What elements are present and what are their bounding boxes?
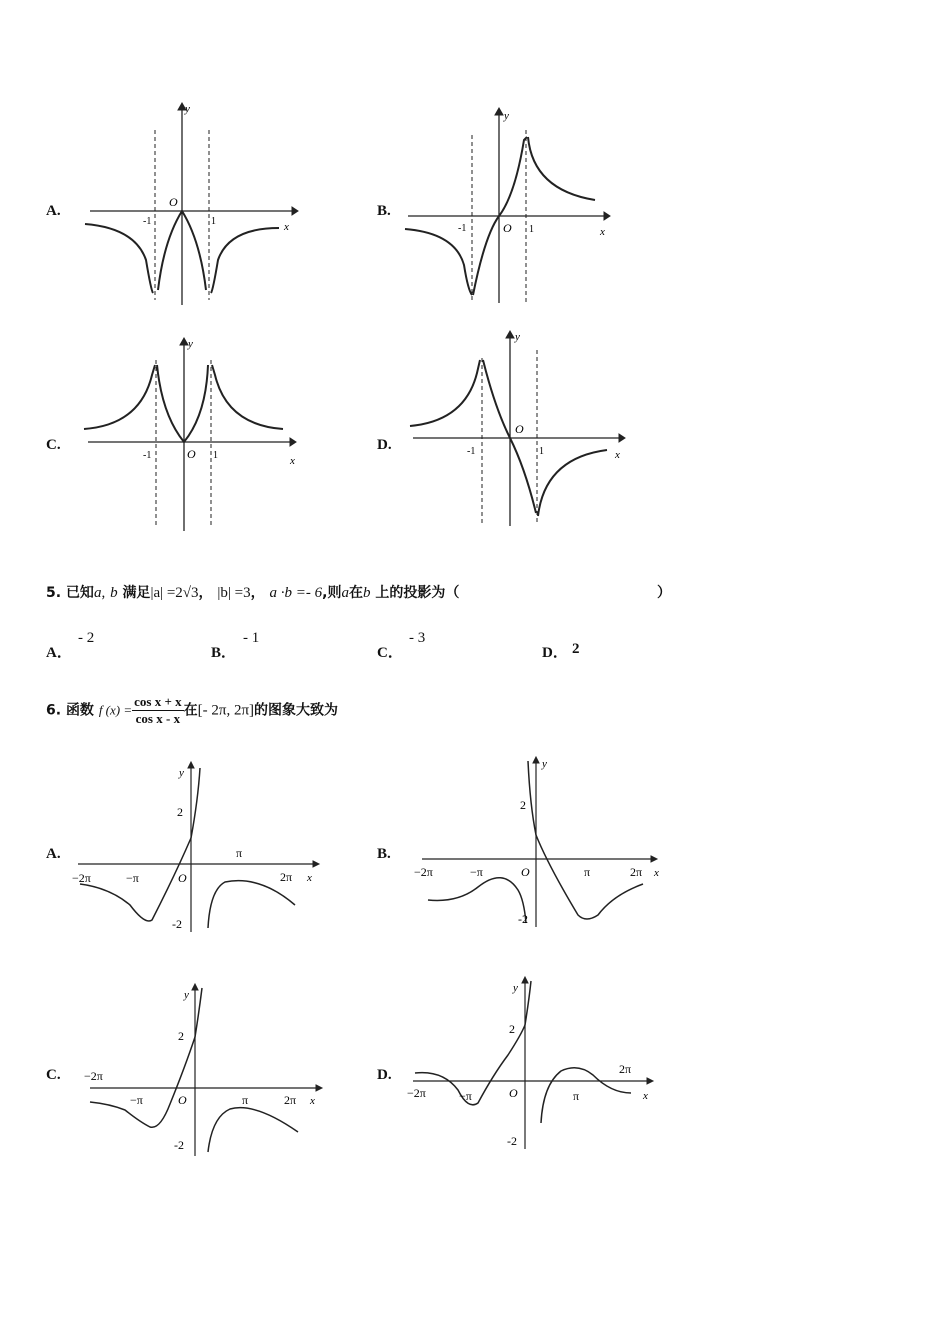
q4a-x-label: x xyxy=(284,221,289,233)
q4c-x-label: x xyxy=(290,455,295,467)
q5-vec-a: a xyxy=(93,585,102,601)
q6d-neg-pi: −π xyxy=(459,1089,472,1103)
q4b-y-label: y xyxy=(504,110,509,122)
q6-function-name: f (x) = xyxy=(98,702,133,718)
q4d-tick-pos: 1 xyxy=(539,446,544,457)
q4c-tick-pos: 1 xyxy=(213,450,218,461)
q6-text-2: 在 xyxy=(183,702,198,719)
q6b-x-label: x xyxy=(654,867,659,879)
q6c-neg-two-pi: −2π xyxy=(84,1069,103,1083)
q6d-x-label: x xyxy=(643,1090,648,1102)
q6b-pi: π xyxy=(584,865,591,879)
q4c-tick-neg: -1 xyxy=(143,450,152,461)
q5-option-b-value: - 1 xyxy=(243,630,260,646)
q6-text-3: 的图象大致为 xyxy=(254,702,339,719)
q4-graph-b xyxy=(400,105,615,310)
q5-number: 5. xyxy=(46,585,62,601)
q6b-origin: O xyxy=(521,865,530,879)
q6-interval: [- 2π, 2π] xyxy=(197,702,255,719)
q5-text-5: 上的投影为（ xyxy=(375,585,460,601)
q6c-tick-2: 2 xyxy=(178,1029,184,1043)
q6c-y-label: y xyxy=(184,989,189,1001)
q5-option-a-value: - 2 xyxy=(78,630,95,646)
q6d-pi: π xyxy=(573,1089,580,1103)
q6d-origin: O xyxy=(509,1086,518,1100)
q4b-x-label: x xyxy=(600,226,605,238)
q4a-origin: O xyxy=(169,195,178,209)
q6-option-a-label[interactable]: A. xyxy=(46,846,61,862)
q6-number: 6. xyxy=(46,702,62,719)
q6c-origin: O xyxy=(178,1093,187,1107)
q4-graph-a xyxy=(80,100,300,310)
q5-close-paren: ） xyxy=(657,585,671,601)
q6d-neg-two-pi: −2π xyxy=(407,1086,426,1100)
q6a-pi: π xyxy=(236,846,243,860)
q6-graph-c xyxy=(80,982,330,1157)
q4-option-d-label[interactable]: D. xyxy=(377,437,392,453)
q5-option-b-label[interactable]: B． xyxy=(211,645,237,661)
q6a-tick-neg2: -2 xyxy=(172,917,182,931)
q6-text-1: 函数 xyxy=(65,702,94,719)
q4-graph-c xyxy=(80,335,305,535)
q6-graph-a xyxy=(70,760,325,935)
q4d-x-label: x xyxy=(615,449,620,461)
q6d-y-label: y xyxy=(513,982,518,994)
q6c-two-pi: 2π xyxy=(284,1093,297,1107)
q4b-tick-neg: -1 xyxy=(458,223,467,234)
q4d-tick-neg: -1 xyxy=(467,446,476,457)
q6a-y-label: y xyxy=(179,767,184,779)
q6b-neg-pi: −π xyxy=(470,865,483,879)
q5-option-a-label[interactable]: A． xyxy=(46,645,72,661)
q5-text-1: 已知 xyxy=(65,585,94,601)
q4d-origin: O xyxy=(515,422,524,436)
q5-option-c-value: - 3 xyxy=(409,630,426,646)
q6b-two-pi: 2π xyxy=(630,865,643,879)
q4-option-c-label[interactable]: C. xyxy=(46,437,61,453)
q5-mag-b: |b| =3 xyxy=(217,585,251,601)
q4b-origin: O xyxy=(503,221,512,235)
q4a-tick-neg: -1 xyxy=(143,216,152,227)
q4d-y-label: y xyxy=(515,331,520,343)
q4a-tick-pos: 1 xyxy=(211,216,216,227)
q5-vec-b: b xyxy=(110,585,118,601)
q5-comma-2: ， xyxy=(198,585,213,601)
q5-stem xyxy=(46,582,459,602)
q6-numerator: cos x + x xyxy=(134,694,182,709)
q4-option-b-label[interactable]: B. xyxy=(377,203,391,219)
q5-vec-a-2: a xyxy=(341,585,349,601)
q6b-neg-two-pi: −2π xyxy=(414,865,433,879)
q5-comma-3: ， xyxy=(250,585,265,601)
q6-graph-d xyxy=(403,975,658,1150)
q6-option-d-label[interactable]: D. xyxy=(377,1067,392,1083)
q5-option-d-value: 2 xyxy=(572,641,580,657)
q5-text-2: 满足 xyxy=(122,585,151,601)
q6d-tick-2: 2 xyxy=(509,1022,515,1036)
q5-vec-b-2: b xyxy=(362,585,371,601)
q6b-y-label: y xyxy=(542,758,547,770)
q6-option-b-label[interactable]: B. xyxy=(377,846,391,862)
q6b-tick-neg2: -2 xyxy=(518,912,528,926)
q4c-origin: O xyxy=(187,447,196,461)
q4-option-a-label[interactable]: A. xyxy=(46,203,61,219)
q6a-tick-2: 2 xyxy=(177,805,183,819)
q5-option-d-label[interactable]: D． xyxy=(542,645,568,661)
q6-fraction xyxy=(132,694,184,727)
q6-option-c-label[interactable]: C. xyxy=(46,1067,61,1083)
q6-stem xyxy=(46,694,338,727)
q5-text-3: ,则 xyxy=(322,585,342,601)
q6a-origin: O xyxy=(178,871,187,885)
q6d-tick-neg2: -2 xyxy=(507,1134,517,1148)
q6d-two-pi: 2π xyxy=(619,1062,632,1076)
q4a-y-label: y xyxy=(185,103,190,115)
q4c-y-label: y xyxy=(188,338,193,350)
q6a-two-pi: 2π xyxy=(280,870,293,884)
q4-graph-d xyxy=(405,328,630,533)
q6a-neg-two-pi: −2π xyxy=(72,871,91,885)
q5-text-4: 在 xyxy=(348,585,363,601)
q5-mag-a: |a| =2√3 xyxy=(150,585,199,601)
q6-graph-b xyxy=(408,755,663,930)
q6a-x-label: x xyxy=(307,872,312,884)
q6-denominator: cos x - x xyxy=(135,711,181,726)
q6a-neg-pi: −π xyxy=(126,871,139,885)
q6c-tick-neg2: -2 xyxy=(174,1138,184,1152)
q5-dot-product: a ·b =- 6 xyxy=(269,585,323,601)
q6c-pi: π xyxy=(242,1093,249,1107)
q5-comma-1: , xyxy=(101,585,106,601)
q6c-neg-pi: −π xyxy=(130,1093,143,1107)
q5-option-c-label[interactable]: C． xyxy=(377,645,403,661)
q6c-x-label: x xyxy=(310,1095,315,1107)
q4b-tick-pos: 1 xyxy=(529,224,534,235)
q6b-tick-2: 2 xyxy=(520,798,526,812)
